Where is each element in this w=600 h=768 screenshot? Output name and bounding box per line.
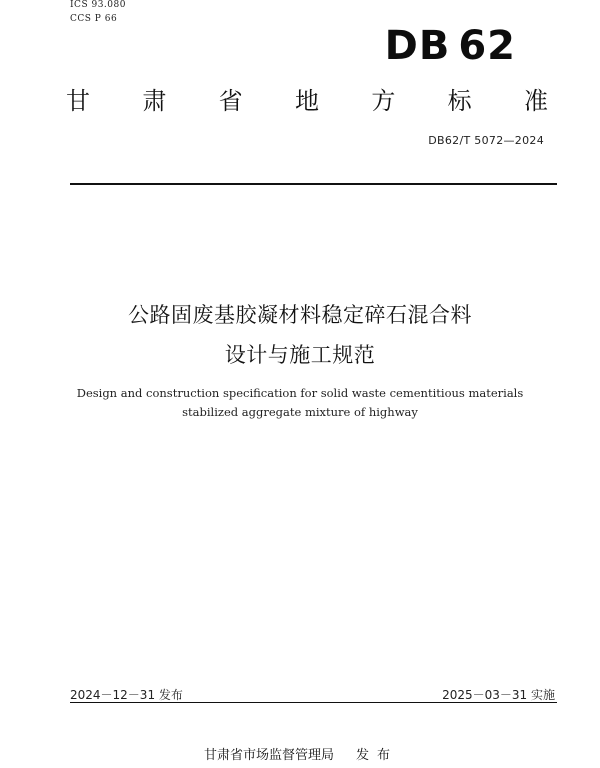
- standard-type-char: 准: [523, 87, 548, 115]
- standard-number: DB62/T 5072—2024: [428, 134, 544, 147]
- standard-type-char: 地: [294, 87, 319, 115]
- standard-type-char: 省: [218, 87, 243, 115]
- title-chinese-line2: 设计与施工规范: [224, 343, 376, 367]
- db-logo: [385, 24, 516, 68]
- title-english-line2: stabilized aggregate mixture of highway: [182, 405, 418, 419]
- standard-type-char: 标: [447, 87, 472, 115]
- bottom-divider: [70, 702, 557, 703]
- issue-date: 2024－12－31 发布: [70, 688, 183, 702]
- ics-code: ICS 93.080: [70, 0, 126, 10]
- publisher-name: 甘肃省市场监督管理局: [204, 748, 335, 763]
- title-chinese-line1: 公路固废基胶凝材料稳定碎石混合料: [128, 303, 472, 327]
- standard-type-char: 肃: [142, 87, 167, 115]
- publisher-action: 发布: [356, 748, 399, 763]
- title-english-line1: Design and construction specification for solid waste cementitious materials: [76, 386, 524, 400]
- standard-type-char: 甘: [66, 87, 90, 115]
- standard-type-heading: [66, 86, 548, 116]
- publisher-line: [204, 744, 398, 763]
- db-logo-letters: DB: [384, 23, 451, 69]
- implementation-date: 2025－03－31 实施: [442, 688, 555, 702]
- top-divider: [70, 183, 557, 185]
- db-logo-number: 62: [458, 23, 516, 69]
- standard-type-char: 方: [371, 87, 396, 115]
- ccs-code: CCS P 66: [70, 14, 118, 24]
